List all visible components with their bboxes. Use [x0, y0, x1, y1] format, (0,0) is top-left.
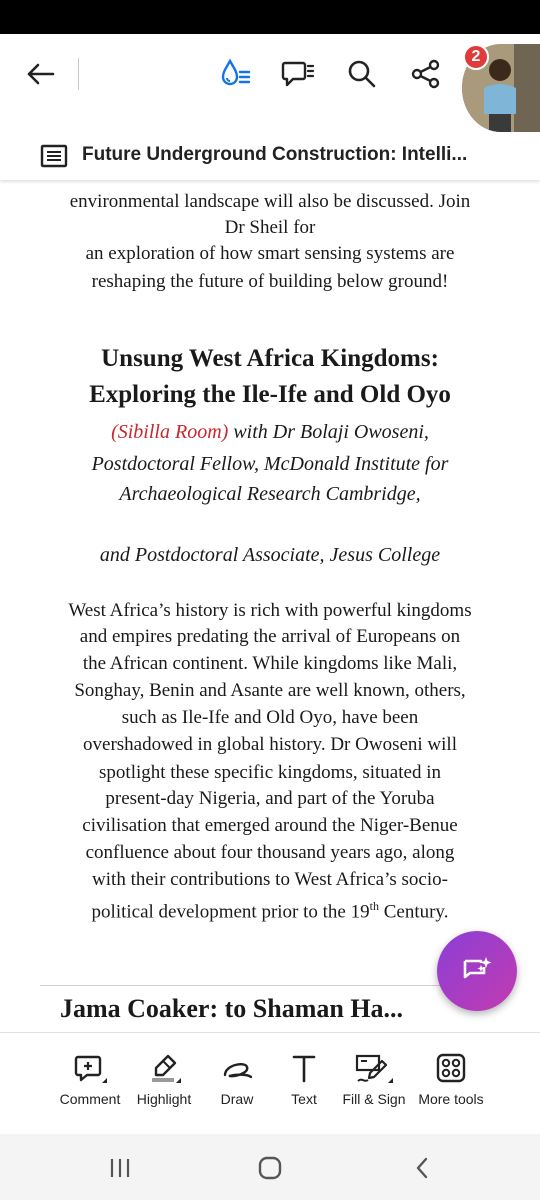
home-button[interactable] [246, 1148, 294, 1188]
intro-line-1: environmental landscape will also be discussed. Join [69, 191, 471, 212]
superscript-th: th [369, 899, 379, 913]
arrow-left-icon [25, 62, 55, 86]
document-title: Future Underground Construction: Intelli... [82, 144, 468, 165]
comment-label: Comment [59, 1091, 121, 1107]
speaker-line-4: and Postdoctoral Associate, Jesus College [99, 544, 441, 566]
body-line-11: with their contributions to West Africa’s socio- [92, 869, 448, 890]
highlight-label: Highlight [136, 1091, 192, 1107]
fill-sign-tool[interactable] [334, 1053, 414, 1107]
intro-line-3: an exploration of how smart sensing systems are [85, 243, 455, 264]
speaker-line-1 [20, 418, 520, 446]
body-line-2: and empires predating the arrival of Europeans on [79, 626, 461, 647]
body-line-9: civilisation that emerged around the Niger-Benue [82, 815, 458, 836]
body-line-12 [30, 893, 510, 925]
share-icon [411, 59, 441, 89]
draw-label: Draw [220, 1091, 254, 1107]
body-line-6: overshadowed in global history. Dr Owoseni will [83, 734, 457, 755]
intro-line-4: reshaping the future of building below ground! [91, 271, 449, 292]
room-name: (Sibilla Room) [111, 421, 229, 443]
home-icon [257, 1155, 283, 1181]
next-heading-partial: Jama Coaker: to Shaman Ha... [60, 994, 404, 1023]
more-tools-label: More tools [418, 1091, 484, 1107]
comment-add-icon [72, 1053, 108, 1085]
toolbar-divider [78, 58, 79, 90]
document-outline-icon [40, 144, 68, 168]
system-navigation-bar [0, 1134, 540, 1200]
body-line-10: confluence about four thousand years ago, along [85, 842, 455, 863]
section-heading-line-1: Unsung West Africa Kingdoms: [101, 345, 439, 372]
body-line-8: present-day Nigeria, and part of the Yoruba [105, 788, 435, 809]
body-last-text: political development prior to the 19 [91, 901, 370, 923]
recent-apps-icon [108, 1157, 132, 1179]
text-tool[interactable] [264, 1053, 344, 1107]
comment-tool[interactable] [50, 1053, 130, 1107]
search-icon [347, 59, 377, 89]
body-line-4: Songhay, Benin and Asante are well known, others, [74, 680, 466, 701]
liquid-mode-button[interactable] [214, 52, 258, 96]
pdf-page-content[interactable] [0, 182, 540, 1032]
text-icon [286, 1053, 322, 1085]
status-bar [0, 0, 540, 34]
search-button[interactable] [340, 52, 384, 96]
highlighter-icon [146, 1053, 182, 1085]
highlight-tool[interactable] [124, 1053, 204, 1107]
intro-line-2: Dr Sheil for [224, 217, 316, 238]
fill-sign-icon [354, 1053, 394, 1085]
ai-assistant-button[interactable] [437, 931, 517, 1011]
comments-button[interactable] [276, 52, 320, 96]
body-line-7: spotlight these specific kingdoms, situated in [99, 762, 441, 783]
section-divider [40, 985, 500, 986]
system-back-button[interactable] [398, 1150, 446, 1186]
ai-sparkle-chat-icon [459, 953, 495, 989]
draw-icon [219, 1053, 255, 1085]
top-app-bar [0, 34, 540, 114]
speaker-line-3: Archaeological Research Cambridge, [119, 483, 421, 505]
body-line-1: West Africa’s history is rich with powerful kingdoms [68, 600, 472, 621]
speaker-line-2: Postdoctoral Fellow, McDonald Institute for [91, 453, 449, 475]
back-button[interactable] [20, 54, 60, 94]
more-tools[interactable] [411, 1053, 491, 1107]
grid-icon [433, 1053, 469, 1085]
section-heading-line-2: Exploring the Ile-Ife and Old Oyo [89, 381, 451, 408]
body-line-5: such as Ile-Ife and Old Oyo, have been [121, 707, 419, 728]
body-line-3: the African continent. While kingdoms like Mali, [82, 653, 458, 674]
body-last-end: Century. [378, 901, 449, 923]
notification-badge: 2 [463, 44, 489, 70]
bottom-tools-toolbar [0, 1032, 540, 1135]
liquid-mode-icon [219, 58, 253, 90]
recent-apps-button[interactable] [96, 1150, 144, 1186]
comment-list-icon [281, 58, 315, 90]
share-button[interactable] [404, 52, 448, 96]
fill-sign-label: Fill & Sign [342, 1091, 406, 1107]
speaker-name: with Dr Bolaji Owoseni, [228, 421, 429, 443]
chevron-left-icon [414, 1156, 430, 1180]
document-title-bar[interactable] [0, 132, 540, 180]
text-label: Text [291, 1091, 317, 1107]
